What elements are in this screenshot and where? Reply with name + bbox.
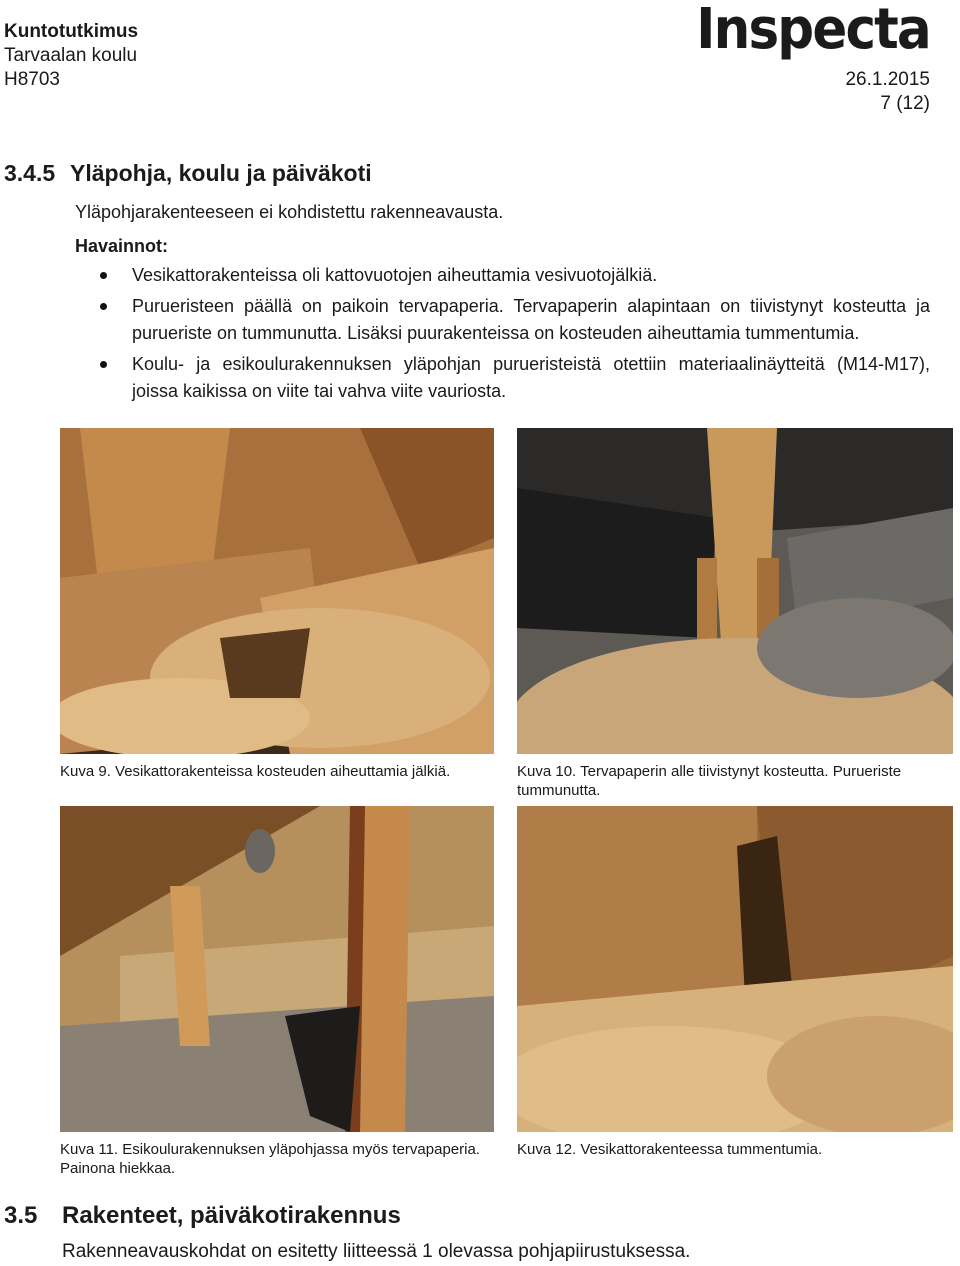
list-item: Vesikattorakenteissa oli kattovuotojen aiheuttamia vesivuotojälkiä. [100, 262, 930, 289]
observations-label: Havainnot: [75, 236, 169, 256]
section-title: Rakenteet, päiväkotirakennus [62, 1202, 401, 1229]
report-type: Kuntotutkimus [4, 21, 139, 42]
document-header [4, 20, 138, 92]
photo-caption: Kuva 11. Esikoulurakennuksen yläpohjassa myös tervapaperia. Painona hiekkaa. [60, 1141, 480, 1177]
photo-12 [517, 806, 953, 1132]
section-number: 3.5 [4, 1202, 38, 1229]
section-heading [4, 1202, 401, 1230]
project-code: H8703 [4, 69, 60, 90]
report-date: 26.1.2015 [845, 69, 930, 90]
list-item: Koulu- ja esikoulurakennuksen yläpohjan purueristeistä otettiin materiaalinäytteitä (M14-M17), joissa kaikissa on viite tai vahva viite vauriosta. [100, 351, 930, 405]
inspecta-logo: Inspecta [696, 0, 930, 62]
section-number: 3.4.5 [4, 160, 56, 186]
photo-9 [60, 428, 494, 754]
section-heading [4, 160, 372, 187]
intro-text: Yläpohjarakenteeseen ei kohdistettu rakenneavausta. [75, 202, 504, 222]
photo-caption: Kuva 12. Vesikattorakenteessa tummentumia. [517, 1141, 823, 1158]
page-number: 7 (12) [880, 93, 930, 114]
header-meta [845, 68, 930, 116]
photo-10 [517, 428, 953, 754]
photo-caption: Kuva 9. Vesikattorakenteissa kosteuden aiheuttamia jälkiä. [60, 763, 451, 780]
section-text: Rakenneavauskohdat on esitetty liitteessä 1 olevassa pohjapiirustuksessa. [62, 1241, 691, 1262]
section-title: Yläpohja, koulu ja päiväkoti [70, 160, 372, 186]
photo-caption: Kuva 10. Tervapaperin alle tiivistynyt kosteutta. Purueriste tummunutta. [517, 763, 902, 799]
site-name: Tarvaalan koulu [4, 45, 138, 66]
list-item: Purueristeen päällä on paikoin tervapaperia. Tervapaperin alapintaan on tiivistynyt kosteutta ja purueriste on tummunutta. Lisäksi puurakenteissa on kosteuden aiheuttamia tummentumia. [100, 293, 930, 347]
observations-list [100, 262, 930, 409]
photo-11 [60, 806, 494, 1132]
